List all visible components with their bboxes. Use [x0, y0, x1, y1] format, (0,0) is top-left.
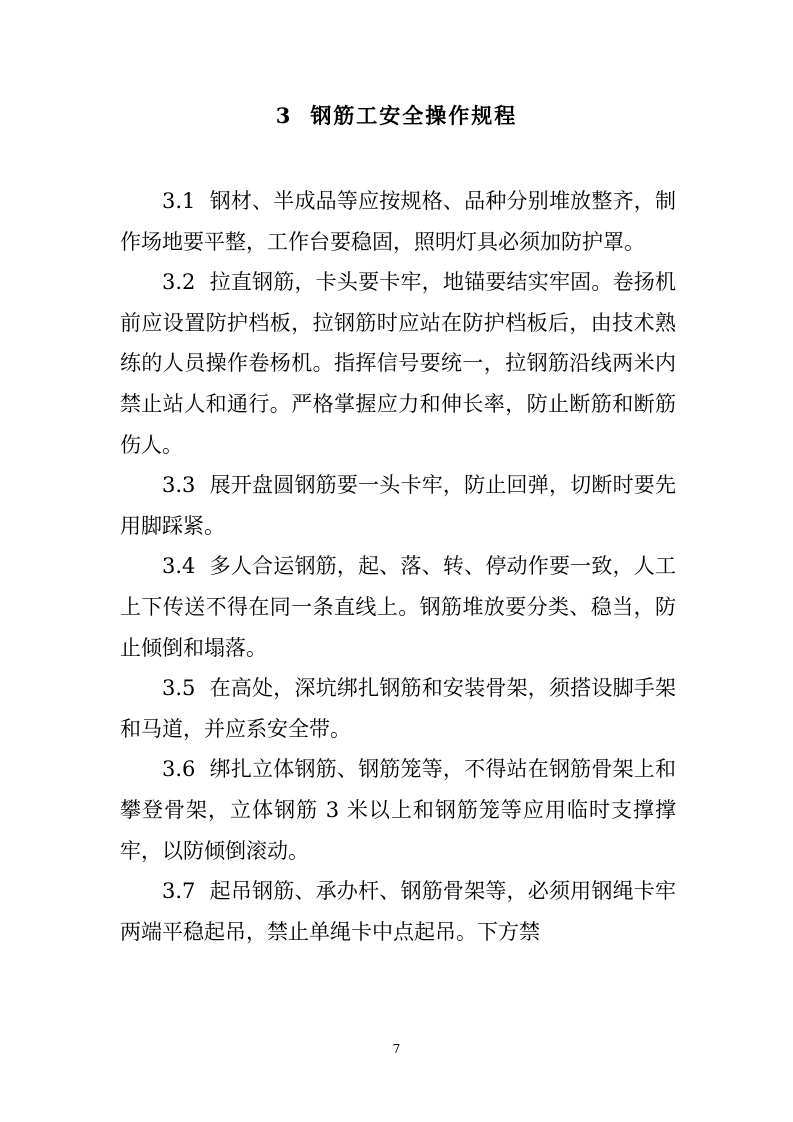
- section-title-text: 钢筋工安全操作规程: [310, 103, 518, 128]
- clause-text: 展开盘圆钢筋要一头卡牢，防止回弹，切断时要先用脚踩紧。: [120, 473, 676, 538]
- clause-number: 3.7: [162, 879, 196, 904]
- paragraph-3-3: [120, 465, 676, 546]
- clause-text: 钢材、半成品等应按规格、品种分别堆放整齐，制作场地要平整，工作台要稳固，照明灯具必须加防护罩。: [120, 189, 676, 254]
- paragraph-3-1: [120, 181, 676, 262]
- clause-number: 3.3: [162, 473, 196, 498]
- clause-number: 3.1: [162, 189, 196, 213]
- clause-number: 3.2: [162, 270, 196, 295]
- clause-text: 在高处，深坑绑扎钢筋和安装骨架，须搭设脚手架和马道，并应系安全带。: [120, 676, 676, 741]
- clause-text: 拉直钢筋，卡头要卡牢，地锚要结实牢固。卷扬机前应设置防护档板，拉钢筋时应站在防护档板后，由技术熟练的人员操作卷杨机。指挥信号要统一，拉钢筋沿线两米内禁止站人和通行。严格掌握应力和伸长率，防止断筋和断筋伤人。: [120, 270, 676, 457]
- paragraph-3-4: [120, 546, 676, 668]
- clause-number: 3.6: [162, 757, 196, 782]
- paragraph-3-5: [120, 668, 676, 749]
- paragraph-3-7: [120, 871, 676, 952]
- document-body: [120, 181, 676, 952]
- clause-number: 3.5: [162, 676, 196, 701]
- paragraph-3-2: [120, 262, 676, 465]
- section-number: 3: [275, 103, 293, 128]
- page-title: [0, 100, 793, 132]
- clause-text: 多人合运钢筋，起、落、转、停动作要一致，人工上下传送不得在同一条直线上。钢筋堆放要分类、稳当，防止倾倒和塌落。: [120, 554, 676, 660]
- clause-number: 3.4: [162, 554, 196, 579]
- paragraph-3-6: [120, 749, 676, 871]
- clause-text: 起吊钢筋、承办杆、钢筋骨架等，必须用钢绳卡牢两端平稳起吊，禁止单绳卡中点起吊。下方禁: [120, 879, 676, 944]
- page-number: 7: [392, 1042, 401, 1056]
- clause-text: 绑扎立体钢筋、钢筋笼等，不得站在钢筋骨架上和攀登骨架，立体钢筋 3 米以上和钢筋笼等应用临时支撑撑牢，以防倾倒滚动。: [120, 757, 676, 863]
